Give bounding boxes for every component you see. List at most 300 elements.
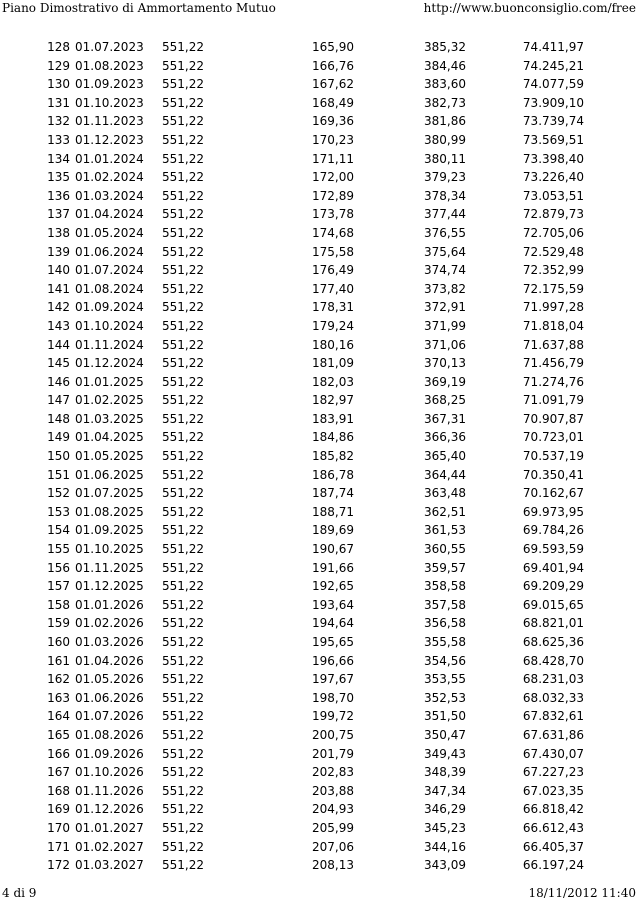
interest-portion: 345,23: [424, 820, 466, 835]
interest-portion: 379,23: [424, 170, 466, 185]
due-date: 01.04.2025: [75, 430, 144, 445]
installment-amount: 551,22: [162, 839, 204, 854]
due-date: 01.10.2026: [75, 765, 144, 780]
installment-amount: 551,22: [162, 151, 204, 166]
residual-debt: 72.529,48: [522, 244, 584, 259]
installment-amount: 551,22: [162, 597, 204, 612]
principal-portion: 193,64: [312, 597, 354, 612]
installment-amount: 551,22: [162, 542, 204, 557]
due-date: 01.05.2026: [75, 672, 144, 687]
due-date: 01.10.2025: [75, 542, 144, 557]
installment-amount: 551,22: [162, 393, 204, 408]
installment-number: 132: [47, 114, 70, 129]
installment-number: 149: [47, 430, 70, 445]
installment-number: 166: [47, 746, 70, 761]
interest-portion: 368,25: [424, 393, 466, 408]
interest-portion: 381,86: [424, 114, 466, 129]
table-row: [0, 670, 584, 689]
principal-portion: 181,09: [312, 356, 354, 371]
due-date: 01.08.2026: [75, 727, 144, 742]
residual-debt: 70.350,41: [522, 467, 584, 482]
interest-portion: 385,32: [424, 40, 466, 54]
installment-amount: 551,22: [162, 783, 204, 798]
installment-amount: 551,22: [162, 318, 204, 333]
interest-portion: 370,13: [424, 356, 466, 371]
table-row: [0, 168, 584, 187]
installment-amount: 551,22: [162, 95, 204, 110]
residual-debt: 72.352,99: [522, 263, 584, 278]
principal-portion: 202,83: [312, 765, 354, 780]
installment-amount: 551,22: [162, 430, 204, 445]
installment-amount: 551,22: [162, 40, 204, 54]
interest-portion: 353,55: [424, 672, 466, 687]
installment-number: 144: [47, 337, 70, 352]
installment-number: 150: [47, 449, 70, 464]
due-date: 01.04.2024: [75, 207, 144, 222]
residual-debt: 69.973,95: [522, 504, 584, 519]
due-date: 01.01.2024: [75, 151, 144, 166]
interest-portion: 371,99: [424, 318, 466, 333]
installment-amount: 551,22: [162, 374, 204, 389]
due-date: 01.07.2024: [75, 263, 144, 278]
installment-amount: 551,22: [162, 300, 204, 315]
principal-portion: 183,91: [312, 411, 354, 426]
installment-amount: 551,22: [162, 263, 204, 278]
residual-debt: 69.209,29: [522, 579, 584, 594]
principal-portion: 207,06: [312, 839, 354, 854]
due-date: 01.03.2027: [75, 858, 144, 873]
installment-number: 134: [47, 151, 70, 166]
interest-portion: 358,58: [424, 579, 466, 594]
residual-debt: 67.832,61: [522, 709, 584, 724]
interest-portion: 351,50: [424, 709, 466, 724]
principal-portion: 187,74: [312, 486, 354, 501]
principal-portion: 191,66: [312, 560, 354, 575]
due-date: 01.09.2026: [75, 746, 144, 761]
installment-number: 172: [47, 858, 70, 873]
principal-portion: 203,88: [312, 783, 354, 798]
table-row: [0, 484, 584, 503]
principal-portion: 185,82: [312, 449, 354, 464]
installment-number: 130: [47, 77, 70, 92]
installment-number: 168: [47, 783, 70, 798]
interest-portion: 354,56: [424, 653, 466, 668]
table-row: [0, 652, 584, 671]
residual-debt: 71.456,79: [522, 356, 584, 371]
installment-amount: 551,22: [162, 727, 204, 742]
due-date: 01.10.2024: [75, 318, 144, 333]
principal-portion: 173,78: [312, 207, 354, 222]
principal-portion: 189,69: [312, 523, 354, 538]
residual-debt: 68.625,36: [522, 635, 584, 649]
principal-portion: 195,65: [312, 635, 354, 649]
principal-portion: 169,36: [312, 114, 354, 129]
table-row: [0, 205, 584, 224]
installment-number: 153: [47, 504, 70, 519]
installment-amount: 551,22: [162, 616, 204, 631]
due-date: 01.05.2024: [75, 225, 144, 240]
installment-number: 137: [47, 207, 70, 222]
table-row: [0, 819, 584, 838]
table-row: [0, 354, 584, 373]
installment-number: 136: [47, 188, 70, 203]
print-datetime: 18/11/2012 11:40: [528, 886, 636, 900]
interest-portion: 384,46: [424, 58, 466, 73]
interest-portion: 348,39: [424, 765, 466, 780]
residual-debt: 66.197,24: [522, 858, 584, 873]
table-row: [0, 521, 584, 540]
installment-number: 139: [47, 244, 70, 259]
page-header-url: http://www.buonconsiglio.com/free: [423, 1, 636, 15]
installment-number: 164: [47, 709, 70, 724]
installment-number: 147: [47, 393, 70, 408]
due-date: 01.08.2025: [75, 504, 144, 519]
interest-portion: 359,57: [424, 560, 466, 575]
installment-number: 151: [47, 467, 70, 482]
table-row: [0, 782, 584, 801]
table-row: [0, 373, 584, 392]
due-date: 01.11.2025: [75, 560, 144, 575]
residual-debt: 69.401,94: [522, 560, 584, 575]
residual-debt: 74.411,97: [522, 40, 584, 54]
residual-debt: 72.879,73: [522, 207, 584, 222]
principal-portion: 199,72: [312, 709, 354, 724]
installment-amount: 551,22: [162, 411, 204, 426]
residual-debt: 66.405,37: [522, 839, 584, 854]
installment-number: 167: [47, 765, 70, 780]
installment-amount: 551,22: [162, 690, 204, 705]
principal-portion: 201,79: [312, 746, 354, 761]
residual-debt: 73.226,40: [522, 170, 584, 185]
page-header-title: Piano Dimostrativo di Ammortamento Mutuo: [2, 1, 276, 15]
residual-debt: 73.909,10: [522, 95, 584, 110]
installment-number: 138: [47, 225, 70, 240]
principal-portion: 188,71: [312, 504, 354, 519]
installment-number: 131: [47, 95, 70, 110]
principal-portion: 196,66: [312, 653, 354, 668]
installment-number: 142: [47, 300, 70, 315]
due-date: 01.02.2024: [75, 170, 144, 185]
residual-debt: 67.430,07: [522, 746, 584, 761]
principal-portion: 190,67: [312, 542, 354, 557]
installment-number: 146: [47, 374, 70, 389]
residual-debt: 71.637,88: [522, 337, 584, 352]
principal-portion: 179,24: [312, 318, 354, 333]
installment-amount: 551,22: [162, 188, 204, 203]
installment-number: 170: [47, 820, 70, 835]
installment-number: 129: [47, 58, 70, 73]
table-row: [0, 38, 584, 57]
installment-number: 135: [47, 170, 70, 185]
installment-number: 143: [47, 318, 70, 333]
installment-amount: 551,22: [162, 467, 204, 482]
principal-portion: 167,62: [312, 77, 354, 92]
table-row: [0, 150, 584, 169]
residual-debt: 69.784,26: [522, 523, 584, 538]
principal-portion: 186,78: [312, 467, 354, 482]
due-date: 01.12.2025: [75, 579, 144, 594]
installment-amount: 551,22: [162, 132, 204, 147]
principal-portion: 194,64: [312, 616, 354, 631]
table-row: [0, 614, 584, 633]
due-date: 01.01.2025: [75, 374, 144, 389]
interest-portion: 363,48: [424, 486, 466, 501]
interest-portion: 364,44: [424, 467, 466, 482]
due-date: 01.09.2024: [75, 300, 144, 315]
principal-portion: 178,31: [312, 300, 354, 315]
due-date: 01.01.2027: [75, 820, 144, 835]
interest-portion: 374,74: [424, 263, 466, 278]
interest-portion: 375,64: [424, 244, 466, 259]
due-date: 01.03.2024: [75, 188, 144, 203]
table-row: [0, 577, 584, 596]
residual-debt: 73.053,51: [522, 188, 584, 203]
residual-debt: 74.077,59: [522, 77, 584, 92]
due-date: 01.12.2024: [75, 356, 144, 371]
due-date: 01.03.2026: [75, 635, 144, 649]
due-date: 01.02.2025: [75, 393, 144, 408]
principal-portion: 172,00: [312, 170, 354, 185]
table-row: [0, 447, 584, 466]
table-row: [0, 131, 584, 150]
interest-portion: 369,19: [424, 374, 466, 389]
principal-portion: 198,70: [312, 690, 354, 705]
installment-number: 154: [47, 523, 70, 538]
principal-portion: 175,58: [312, 244, 354, 259]
installment-amount: 551,22: [162, 858, 204, 873]
due-date: 01.07.2026: [75, 709, 144, 724]
installment-amount: 551,22: [162, 504, 204, 519]
interest-portion: 382,73: [424, 95, 466, 110]
due-date: 01.07.2023: [75, 40, 144, 54]
residual-debt: 67.023,35: [522, 783, 584, 798]
table-row: [0, 317, 584, 336]
installment-number: 163: [47, 690, 70, 705]
principal-portion: 176,49: [312, 263, 354, 278]
installment-number: 158: [47, 597, 70, 612]
table-row: [0, 838, 584, 857]
residual-debt: 70.162,67: [522, 486, 584, 501]
interest-portion: 350,47: [424, 727, 466, 742]
due-date: 01.12.2023: [75, 132, 144, 147]
interest-portion: 356,58: [424, 616, 466, 631]
due-date: 01.03.2025: [75, 411, 144, 426]
interest-portion: 349,43: [424, 746, 466, 761]
installment-amount: 551,22: [162, 746, 204, 761]
residual-debt: 68.821,01: [522, 616, 584, 631]
due-date: 01.11.2024: [75, 337, 144, 352]
interest-portion: 380,11: [424, 151, 466, 166]
due-date: 01.04.2026: [75, 653, 144, 668]
residual-debt: 67.227,23: [522, 765, 584, 780]
table-row: [0, 559, 584, 578]
residual-debt: 68.231,03: [522, 672, 584, 687]
principal-portion: 192,65: [312, 579, 354, 594]
table-row: [0, 336, 584, 355]
table-row: [0, 280, 584, 299]
interest-portion: 377,44: [424, 207, 466, 222]
installment-amount: 551,22: [162, 802, 204, 817]
principal-portion: 172,89: [312, 188, 354, 203]
residual-debt: 70.907,87: [522, 411, 584, 426]
table-row: [0, 112, 584, 131]
residual-debt: 72.175,59: [522, 281, 584, 296]
table-row: [0, 57, 584, 76]
table-row: [0, 707, 584, 726]
installment-number: 161: [47, 653, 70, 668]
interest-portion: 343,09: [424, 858, 466, 873]
installment-number: 157: [47, 579, 70, 594]
installment-number: 145: [47, 356, 70, 371]
installment-number: 128: [47, 40, 70, 54]
interest-portion: 360,55: [424, 542, 466, 557]
table-row: [0, 596, 584, 615]
installment-amount: 551,22: [162, 449, 204, 464]
residual-debt: 68.032,33: [522, 690, 584, 705]
table-row: [0, 187, 584, 206]
table-row: [0, 466, 584, 485]
installment-amount: 551,22: [162, 635, 204, 649]
table-row: [0, 726, 584, 745]
residual-debt: 73.398,40: [522, 151, 584, 166]
installment-number: 152: [47, 486, 70, 501]
principal-portion: 208,13: [312, 858, 354, 873]
due-date: 01.02.2027: [75, 839, 144, 854]
installment-number: 148: [47, 411, 70, 426]
installment-amount: 551,22: [162, 560, 204, 575]
table-row: [0, 856, 584, 875]
installment-number: 156: [47, 560, 70, 575]
amortization-table: [0, 38, 584, 875]
installment-number: 159: [47, 616, 70, 631]
principal-portion: 171,11: [312, 151, 354, 166]
principal-portion: 170,23: [312, 132, 354, 147]
interest-portion: 366,36: [424, 430, 466, 445]
installment-number: 155: [47, 542, 70, 557]
residual-debt: 72.705,06: [522, 225, 584, 240]
residual-debt: 74.245,21: [522, 58, 584, 73]
residual-debt: 66.612,43: [522, 820, 584, 835]
installment-amount: 551,22: [162, 207, 204, 222]
principal-portion: 165,90: [312, 40, 354, 54]
interest-portion: 362,51: [424, 504, 466, 519]
table-row: [0, 763, 584, 782]
installment-number: 165: [47, 727, 70, 742]
installment-amount: 551,22: [162, 672, 204, 687]
due-date: 01.11.2023: [75, 114, 144, 129]
installment-amount: 551,22: [162, 820, 204, 835]
interest-portion: 372,91: [424, 300, 466, 315]
interest-portion: 361,53: [424, 523, 466, 538]
interest-portion: 380,99: [424, 132, 466, 147]
principal-portion: 205,99: [312, 820, 354, 835]
table-row: [0, 540, 584, 559]
principal-portion: 204,93: [312, 802, 354, 817]
principal-portion: 174,68: [312, 225, 354, 240]
residual-debt: 67.631,86: [522, 727, 584, 742]
installment-amount: 551,22: [162, 709, 204, 724]
table-row: [0, 689, 584, 708]
installment-number: 140: [47, 263, 70, 278]
installment-amount: 551,22: [162, 77, 204, 92]
installment-amount: 551,22: [162, 765, 204, 780]
installment-amount: 551,22: [162, 337, 204, 352]
residual-debt: 71.997,28: [522, 300, 584, 315]
due-date: 01.06.2025: [75, 467, 144, 482]
principal-portion: 184,86: [312, 430, 354, 445]
interest-portion: 355,58: [424, 635, 466, 649]
table-row: [0, 75, 584, 94]
table-row: [0, 800, 584, 819]
interest-portion: 371,06: [424, 337, 466, 352]
installment-amount: 551,22: [162, 114, 204, 129]
due-date: 01.10.2023: [75, 95, 144, 110]
residual-debt: 71.091,79: [522, 393, 584, 408]
residual-debt: 73.569,51: [522, 132, 584, 147]
residual-debt: 68.428,70: [522, 653, 584, 668]
due-date: 01.01.2026: [75, 597, 144, 612]
residual-debt: 70.723,01: [522, 430, 584, 445]
due-date: 01.12.2026: [75, 802, 144, 817]
installment-amount: 551,22: [162, 653, 204, 668]
due-date: 01.06.2026: [75, 690, 144, 705]
interest-portion: 344,16: [424, 839, 466, 854]
due-date: 01.09.2023: [75, 77, 144, 92]
principal-portion: 200,75: [312, 727, 354, 742]
principal-portion: 168,49: [312, 95, 354, 110]
installment-amount: 551,22: [162, 579, 204, 594]
table-row: [0, 503, 584, 522]
installment-number: 169: [47, 802, 70, 817]
principal-portion: 180,16: [312, 337, 354, 352]
table-row: [0, 428, 584, 447]
interest-portion: 365,40: [424, 449, 466, 464]
installment-amount: 551,22: [162, 523, 204, 538]
interest-portion: 352,53: [424, 690, 466, 705]
principal-portion: 177,40: [312, 281, 354, 296]
due-date: 01.05.2025: [75, 449, 144, 464]
table-row: [0, 633, 584, 652]
installment-number: 133: [47, 132, 70, 147]
table-row: [0, 391, 584, 410]
installment-number: 162: [47, 672, 70, 687]
installment-amount: 551,22: [162, 244, 204, 259]
residual-debt: 69.015,65: [522, 597, 584, 612]
residual-debt: 66.818,42: [522, 802, 584, 817]
residual-debt: 71.818,04: [522, 318, 584, 333]
installment-amount: 551,22: [162, 281, 204, 296]
principal-portion: 197,67: [312, 672, 354, 687]
table-row: [0, 243, 584, 262]
principal-portion: 182,03: [312, 374, 354, 389]
due-date: 01.09.2025: [75, 523, 144, 538]
table-row: [0, 298, 584, 317]
residual-debt: 71.274,76: [522, 374, 584, 389]
residual-debt: 70.537,19: [522, 449, 584, 464]
principal-portion: 182,97: [312, 393, 354, 408]
interest-portion: 347,34: [424, 783, 466, 798]
due-date: 01.06.2024: [75, 244, 144, 259]
residual-debt: 69.593,59: [522, 542, 584, 557]
due-date: 01.07.2025: [75, 486, 144, 501]
installment-number: 141: [47, 281, 70, 296]
table-row: [0, 94, 584, 113]
table-row: [0, 745, 584, 764]
interest-portion: 376,55: [424, 225, 466, 240]
installment-amount: 551,22: [162, 356, 204, 371]
page-number: 4 di 9: [2, 886, 37, 900]
installment-amount: 551,22: [162, 486, 204, 501]
